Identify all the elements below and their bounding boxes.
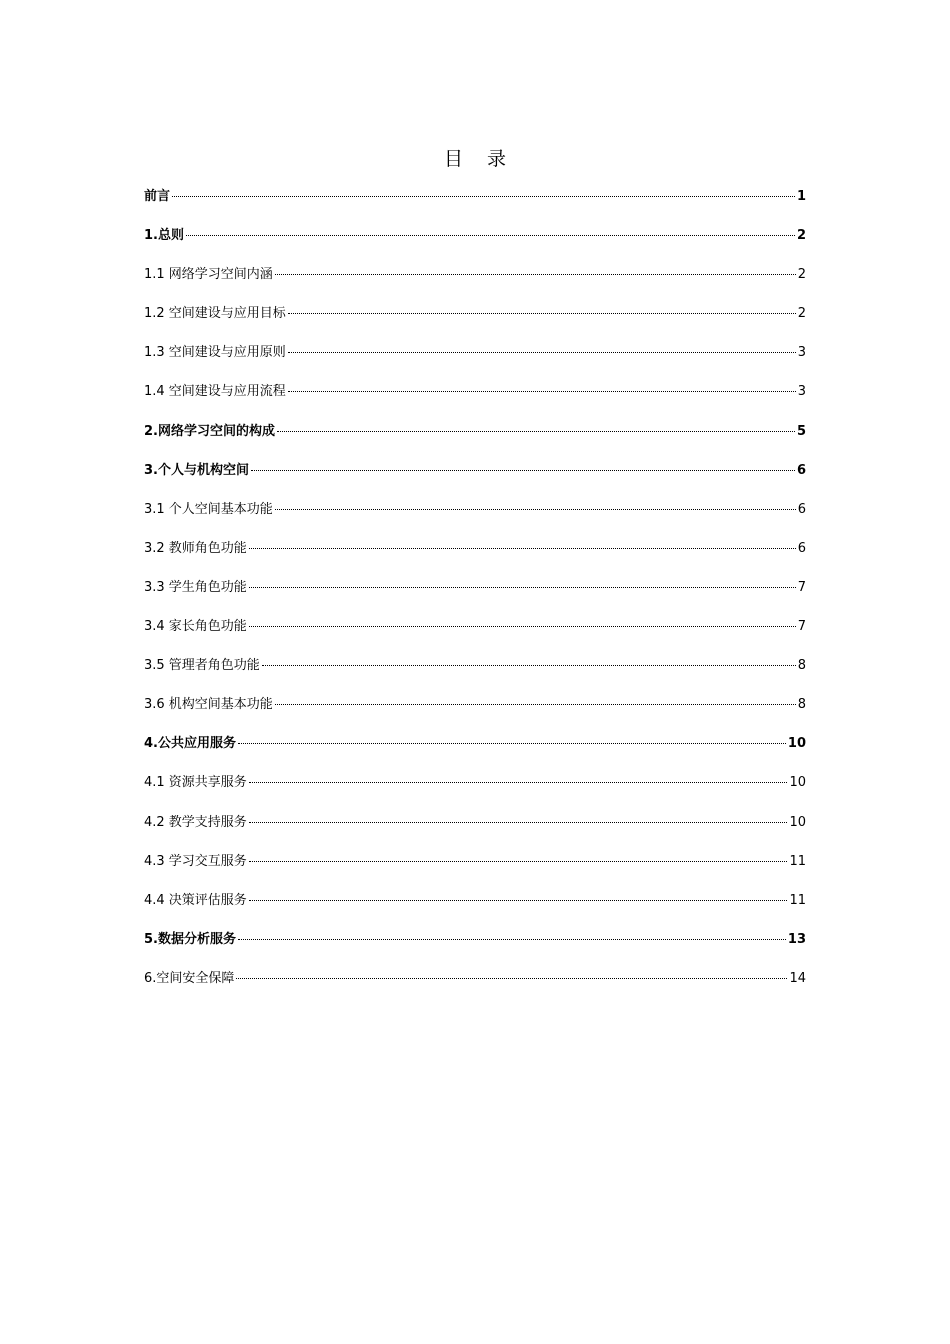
toc-entry-label: 1.2 空间建设与应用目标 [144, 306, 286, 322]
toc-dot-leader [275, 274, 796, 275]
toc-list [144, 185, 806, 1006]
toc-entry-label: 4.4 决策评估服务 [144, 892, 247, 908]
toc-entry-label: 3.4 家长角色功能 [144, 619, 247, 635]
toc-dot-leader [251, 470, 795, 471]
toc-entry-label: 4.3 学习交互服务 [144, 853, 247, 869]
toc-entry[interactable] [144, 850, 806, 889]
toc-entry-page-number: 10 [789, 814, 806, 830]
toc-entry-label: 6.空间安全保障 [144, 970, 235, 986]
toc-entry[interactable] [144, 341, 806, 380]
toc-entry-label: 5.数据分析服务 [144, 931, 236, 947]
toc-entry[interactable] [144, 811, 806, 850]
toc-dot-leader [249, 900, 788, 901]
toc-entry[interactable] [144, 928, 806, 967]
toc-entry-label: 1.3 空间建设与应用原则 [144, 345, 286, 361]
toc-dot-leader [288, 391, 796, 392]
toc-dot-leader [262, 665, 796, 666]
toc-entry-page-number: 6 [796, 462, 806, 478]
toc-entry-label: 3.5 管理者角色功能 [144, 658, 260, 674]
toc-entry-page-number: 2 [797, 267, 806, 283]
toc-entry-page-number: 7 [797, 579, 806, 595]
toc-entry-label: 1.总则 [144, 228, 184, 244]
toc-entry[interactable] [144, 302, 806, 341]
toc-entry-page-number: 7 [797, 619, 806, 635]
toc-entry-label: 前言 [144, 189, 171, 204]
toc-entry-page-number: 8 [797, 697, 806, 713]
toc-entry-label: 4.1 资源共享服务 [144, 775, 247, 791]
toc-entry-page-number: 10 [789, 775, 806, 791]
toc-entry[interactable] [144, 967, 806, 1006]
toc-dot-leader [236, 978, 787, 979]
toc-entry-label: 4.2 教学支持服务 [144, 814, 247, 830]
toc-entry[interactable] [144, 224, 806, 263]
toc-entry[interactable] [144, 771, 806, 810]
toc-entry[interactable] [144, 615, 806, 654]
toc-entry-page-number: 2 [797, 306, 806, 322]
toc-dot-leader [238, 939, 786, 940]
toc-entry[interactable] [144, 693, 806, 732]
toc-dot-leader [172, 196, 795, 197]
toc-entry-label: 3.6 机构空间基本功能 [144, 697, 273, 713]
toc-entry-page-number: 3 [797, 345, 806, 361]
toc-dot-leader [275, 704, 796, 705]
toc-dot-leader [249, 782, 788, 783]
toc-dot-leader [249, 626, 796, 627]
toc-entry[interactable] [144, 459, 806, 498]
toc-entry[interactable] [144, 498, 806, 537]
toc-entry[interactable] [144, 576, 806, 615]
toc-entry[interactable] [144, 185, 806, 224]
toc-entry[interactable] [144, 263, 806, 302]
toc-entry-page-number: 11 [789, 853, 806, 869]
toc-entry-label: 3.个人与机构空间 [144, 462, 249, 478]
toc-entry-page-number: 13 [787, 931, 806, 947]
toc-dot-leader [238, 743, 786, 744]
toc-entry-label: 1.1 网络学习空间内涵 [144, 267, 273, 283]
toc-entry-label: 1.4 空间建设与应用流程 [144, 384, 286, 400]
toc-dot-leader [249, 822, 788, 823]
toc-title: 目 录 [443, 148, 516, 170]
toc-entry-label: 3.1 个人空间基本功能 [144, 501, 273, 517]
toc-entry-label: 3.3 学生角色功能 [144, 579, 247, 595]
toc-entry-page-number: 14 [789, 970, 806, 986]
toc-entry[interactable] [144, 537, 806, 576]
toc-entry-page-number: 6 [797, 540, 806, 556]
toc-entry-page-number: 11 [789, 892, 806, 908]
toc-entry[interactable] [144, 889, 806, 928]
toc-entry[interactable] [144, 654, 806, 693]
toc-entry[interactable] [144, 380, 806, 419]
toc-dot-leader [275, 509, 796, 510]
toc-dot-leader [249, 587, 796, 588]
toc-dot-leader [277, 431, 795, 432]
toc-entry-page-number: 6 [797, 501, 806, 517]
toc-entry[interactable] [144, 732, 806, 771]
toc-entry-label: 3.2 教师角色功能 [144, 540, 247, 556]
toc-dot-leader [186, 235, 795, 236]
toc-entry-page-number: 5 [796, 423, 806, 439]
toc-entry-page-number: 3 [797, 384, 806, 400]
toc-dot-leader [249, 861, 788, 862]
toc-dot-leader [288, 313, 796, 314]
toc-dot-leader [288, 352, 796, 353]
toc-entry-page-number: 2 [796, 228, 806, 244]
toc-entry-page-number: 1 [796, 189, 806, 204]
toc-dot-leader [249, 548, 796, 549]
toc-entry-page-number: 8 [797, 658, 806, 674]
toc-entry[interactable] [144, 420, 806, 459]
toc-entry-label: 2.网络学习空间的构成 [144, 423, 275, 439]
toc-entry-label: 4.公共应用服务 [144, 736, 236, 752]
toc-entry-page-number: 10 [787, 736, 806, 752]
